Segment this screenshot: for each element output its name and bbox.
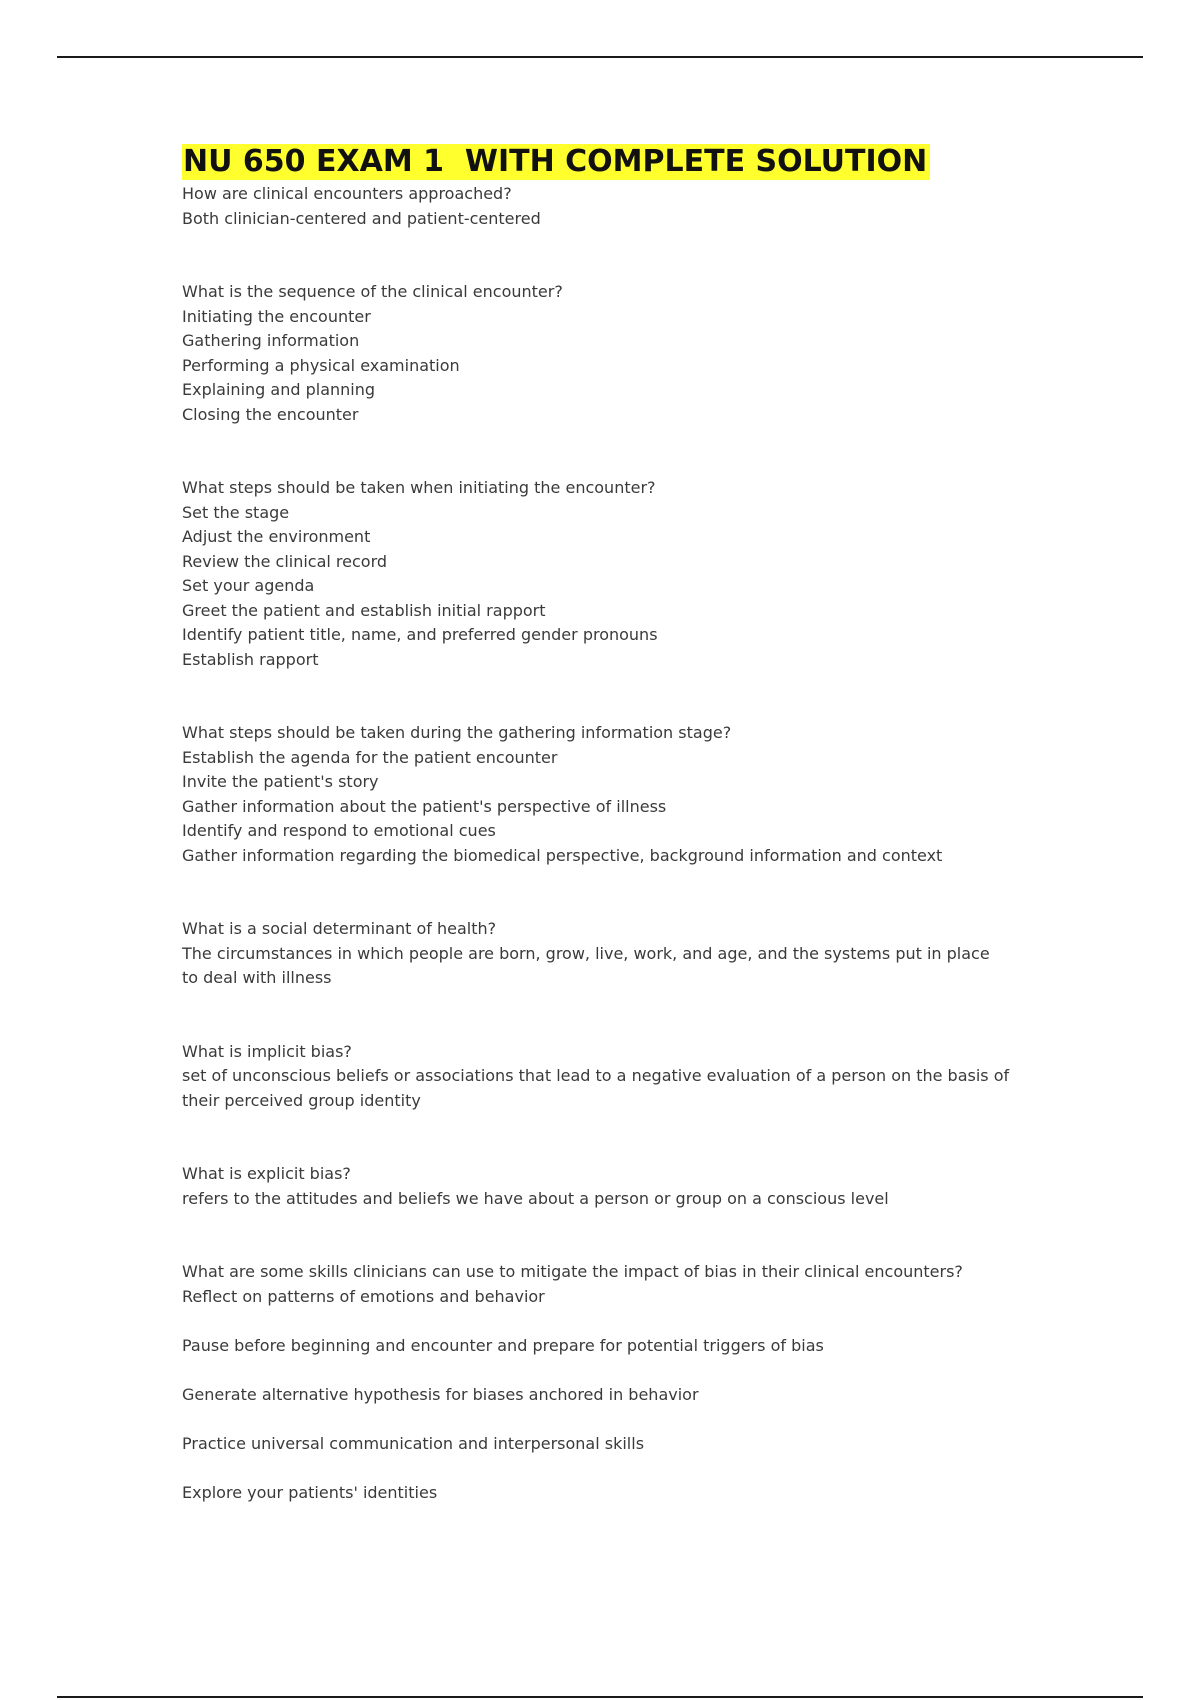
question: What is implicit bias?: [182, 1041, 352, 1061]
answer-line: Reflect on patterns of emotions and behavior: [182, 1286, 545, 1306]
answer-line: Pause before beginning and encounter and prepare for potential triggers of bias: [182, 1335, 824, 1355]
bottom-rule: [57, 1696, 1143, 1698]
answer-line: Gather information about the patient's perspective of illness: [182, 796, 667, 816]
answer-line: Greet the patient and establish initial rapport: [182, 600, 546, 620]
question: What steps should be taken when initiating the encounter?: [182, 478, 656, 497]
answer-line: Initiating the encounter: [182, 306, 371, 326]
answer-line: Set your agenda: [182, 576, 315, 595]
document-body: [182, 144, 1062, 1505]
qa-block-sequence: [182, 280, 1062, 427]
question: How are clinical encounters approached?: [182, 184, 512, 203]
answer-line: The circumstances in which people are born, grow, live, work, and age, and the systems put in place: [182, 943, 990, 963]
qa-block-implicit-bias: [182, 1040, 1062, 1114]
answer-line: Identify and respond to emotional cues: [182, 821, 496, 840]
qa-block-approach: [182, 182, 1062, 231]
qa-block-mitigate-bias: [182, 1260, 1062, 1505]
question: What are some skills clinicians can use to mitigate the impact of bias in their clinical encounters?: [182, 1262, 963, 1281]
answer-line: Review the clinical record: [182, 551, 388, 571]
answer-line: to deal with illness: [182, 968, 332, 987]
document-title: NU 650 EXAM 1 WITH COMPLETE SOLUTION: [182, 144, 930, 180]
answer-line: Gathering information: [182, 331, 360, 350]
question: What is the sequence of the clinical encounter?: [182, 282, 563, 301]
answer-line: set of unconscious beliefs or associations that lead to a negative evaluation of a person on the basis of: [182, 1066, 1010, 1085]
answer-line: Both clinician-centered and patient-centered: [182, 208, 541, 228]
qa-block-gathering: [182, 721, 1062, 868]
question: What is explicit bias?: [182, 1164, 351, 1183]
answer-line: Generate alternative hypothesis for biases anchored in behavior: [182, 1384, 699, 1404]
question: What is a social determinant of health?: [182, 919, 497, 938]
qa-block-initiating: [182, 476, 1062, 672]
answer-line: Explore your patients' identities: [182, 1482, 438, 1502]
top-rule: [57, 56, 1143, 58]
answer-line: refers to the attitudes and beliefs we have about a person or group on a conscious level: [182, 1188, 889, 1208]
answer-line: Establish the agenda for the patient encounter: [182, 747, 558, 767]
answer-line: Explaining and planning: [182, 380, 376, 399]
answer-line: Set the stage: [182, 502, 290, 522]
answer-line: Performing a physical examination: [182, 355, 460, 375]
answer-line: Closing the encounter: [182, 404, 359, 424]
answer-line: Practice universal communication and interpersonal skills: [182, 1433, 645, 1453]
answer-line: Establish rapport: [182, 649, 319, 669]
answer-line: Gather information regarding the biomedical perspective, background information and context: [182, 845, 943, 865]
answer-line: their perceived group identity: [182, 1090, 421, 1110]
answer-line: Adjust the environment: [182, 527, 371, 546]
qa-block-social-determinant: [182, 917, 1062, 991]
answer-line: Identify patient title, name, and preferred gender pronouns: [182, 625, 658, 644]
question: What steps should be taken during the gathering information stage?: [182, 723, 732, 742]
answer-line: Invite the patient's story: [182, 772, 379, 791]
qa-block-explicit-bias: [182, 1162, 1062, 1211]
